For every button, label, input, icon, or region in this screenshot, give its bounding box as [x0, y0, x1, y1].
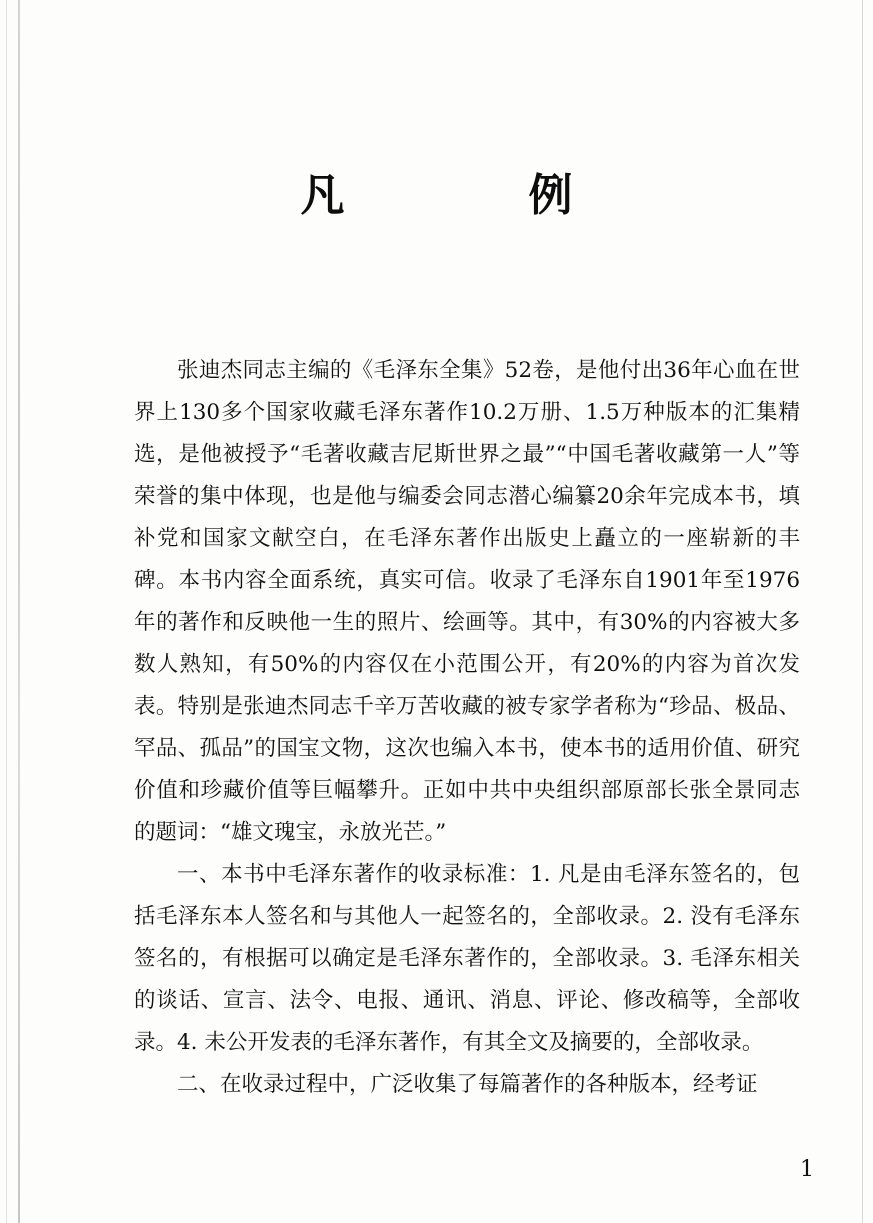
page-title: 凡 例 [300, 170, 643, 221]
paragraph-intro: 张迪杰同志主编的《毛泽东全集》52卷，是他付出36年心血在世界上130多个国家收藏毛泽东著作10.2万册、1.5万种版本的汇集精选，是他被授予“毛著收藏吉尼斯世界之最”“中国毛著收藏第一人”等荣誉的集中体现，也是他与编委会同志潜心编纂20余年完成本书，填补党和国家文献空白，在毛泽东著作出版史上矗立的一座崭新的丰碑。本书内容全面系统，真实可信。收录了毛泽东自1901年至1976年的著作和反映他一生的照片、绘画等。其中，有30%的内容被大多数人熟知，有50%的内容仅在小范围公开，有20%的内容为首次发表。特别是张迪杰同志千辛万苦收藏的被专家学者称为“珍品、极品、罕品、孤品”的国宝文物，这次也编入本书，使本书的适用价值、研究价值和珍藏价值等巨幅攀升。正如中共中央组织部原部长张全景同志的题词：“雄文瑰宝，永放光芒。” [134, 358, 800, 845]
paragraph-rule-2: 二、在收录过程中，广泛收集了每篇著作的各种版本，经考证 [177, 1072, 758, 1097]
body-text [134, 350, 800, 1106]
page-number: 1 [800, 1157, 814, 1182]
paragraph-rule-1: 一、本书中毛泽东著作的收录标准：1. 凡是由毛泽东签名的，包括毛泽东本人签名和与其他人一起签名的，全部收录。2. 没有毛泽东签名的，有根据可以确定是毛泽东著作的，全部收录。3. 毛泽东相关的谈话、宣言、法令、电报、通讯、消息、评论、修改稿等，全部收录。4. 未公开发表的毛泽东著作，有其全文及摘要的，全部收录。 [134, 862, 800, 1055]
